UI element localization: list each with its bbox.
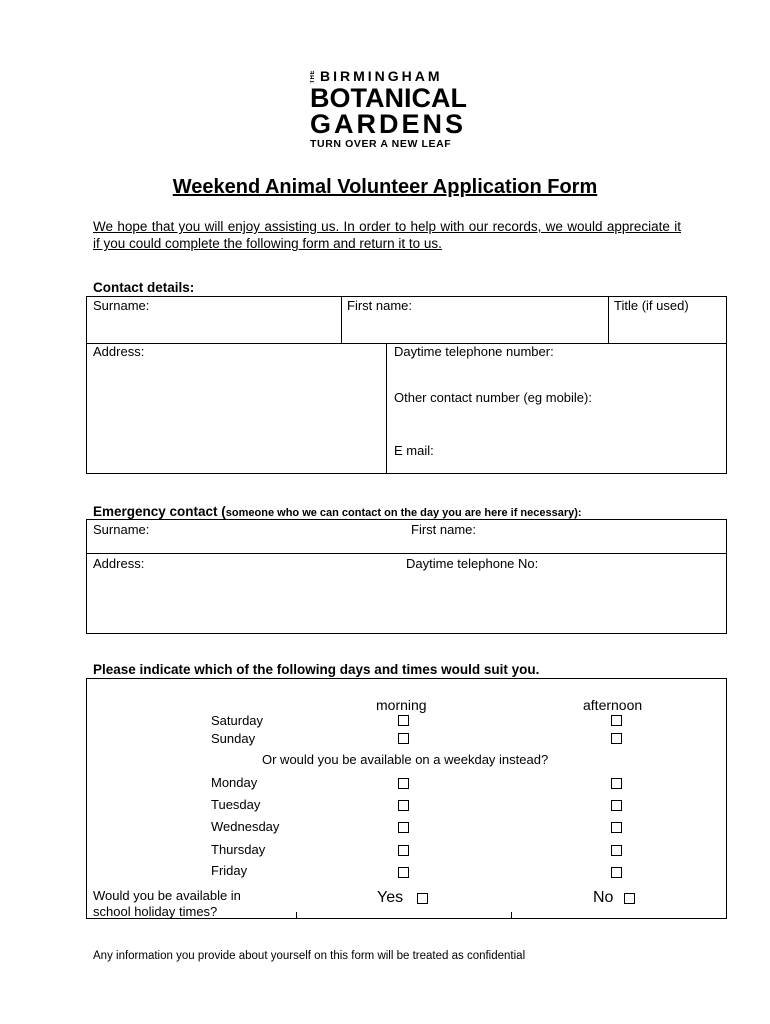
saturday-afternoon-checkbox[interactable] — [611, 715, 622, 726]
botanical-gardens-logo — [300, 66, 470, 156]
day-label-monday: Monday — [211, 775, 258, 790]
morning-header: morning — [376, 697, 427, 713]
holiday-question-line1: Would you be available in — [93, 888, 241, 903]
thursday-morning-checkbox[interactable] — [398, 845, 409, 856]
wednesday-morning-checkbox[interactable] — [398, 822, 409, 833]
saturday-morning-checkbox[interactable] — [398, 715, 409, 726]
availability-tick-right — [511, 912, 512, 919]
sunday-morning-checkbox[interactable] — [398, 733, 409, 744]
contact-email-field[interactable]: E mail: — [394, 443, 434, 458]
contact-title-field[interactable]: Title (if used) — [614, 298, 689, 313]
emergency-heading-label: Emergency contact ( — [93, 504, 226, 519]
emergency-row-divider — [86, 553, 727, 554]
emergency-first-name-field[interactable]: First name: — [411, 522, 477, 537]
contact-col-divider-3 — [386, 343, 387, 474]
sunday-afternoon-checkbox[interactable] — [611, 733, 622, 744]
day-label-wednesday: Wednesday — [211, 819, 280, 834]
day-label-friday: Friday — [211, 863, 248, 878]
monday-morning-checkbox[interactable] — [398, 778, 409, 789]
holiday-question-line2: school holiday times? — [93, 904, 218, 919]
day-label-saturday: Saturday — [211, 713, 264, 728]
form-title: Weekend Animal Volunteer Application Form — [172, 176, 598, 198]
holiday-yes-checkbox[interactable] — [417, 893, 428, 904]
contact-first-name-field[interactable]: First name: — [347, 298, 413, 313]
logo-birmingham: BIRMINGHAM — [320, 68, 443, 84]
afternoon-header: afternoon — [583, 697, 643, 713]
logo-tagline: TURN OVER A NEW LEAF — [310, 138, 452, 150]
confidentiality-note: Any information you provide about yourself on this form will be treated as confidential — [93, 950, 526, 962]
contact-address-field[interactable]: Address: — [93, 344, 145, 359]
emergency-heading-note: someone who we can contact on the day you are here if necessary): — [225, 507, 582, 519]
contact-other-phone-field[interactable]: Other contact number (eg mobile): — [394, 390, 592, 405]
friday-afternoon-checkbox[interactable] — [611, 867, 622, 878]
holiday-no-label: No — [593, 889, 614, 906]
availability-heading: Please indicate which of the following days and times would suit you. — [93, 662, 540, 677]
friday-morning-checkbox[interactable] — [398, 867, 409, 878]
holiday-yes-label: Yes — [377, 889, 404, 906]
wednesday-afternoon-checkbox[interactable] — [611, 822, 622, 833]
emergency-contact-box — [86, 519, 727, 634]
logo-gardens: GARDENS — [310, 109, 467, 139]
contact-daytime-phone-field[interactable]: Daytime telephone number: — [394, 344, 554, 359]
weekday-question: Or would you be available on a weekday instead? — [262, 752, 549, 767]
monday-afternoon-checkbox[interactable] — [611, 778, 622, 789]
tuesday-morning-checkbox[interactable] — [398, 800, 409, 811]
contact-heading: Contact details: — [93, 280, 195, 295]
contact-col-divider-2 — [608, 296, 609, 343]
tuesday-afternoon-checkbox[interactable] — [611, 800, 622, 811]
day-label-sunday: Sunday — [211, 731, 256, 746]
availability-tick-left — [296, 912, 297, 919]
thursday-afternoon-checkbox[interactable] — [611, 845, 622, 856]
contact-surname-field[interactable]: Surname: — [93, 298, 150, 313]
intro-text: We hope that you will enjoy assisting us. In order to help with our records, we would appreciate it if you could complete the following form and return it to us. — [93, 219, 681, 251]
contact-col-divider-1 — [341, 296, 342, 343]
emergency-heading — [93, 504, 582, 519]
logo-botanical: BOTANICAL — [310, 83, 467, 113]
logo-the: THE — [310, 70, 316, 84]
day-label-thursday: Thursday — [211, 842, 266, 857]
holiday-no-checkbox[interactable] — [624, 893, 635, 904]
emergency-address-field[interactable]: Address: — [93, 556, 145, 571]
emergency-surname-field[interactable]: Surname: — [93, 522, 150, 537]
day-label-tuesday: Tuesday — [211, 797, 261, 812]
emergency-daytime-phone-field[interactable]: Daytime telephone No: — [406, 556, 539, 571]
